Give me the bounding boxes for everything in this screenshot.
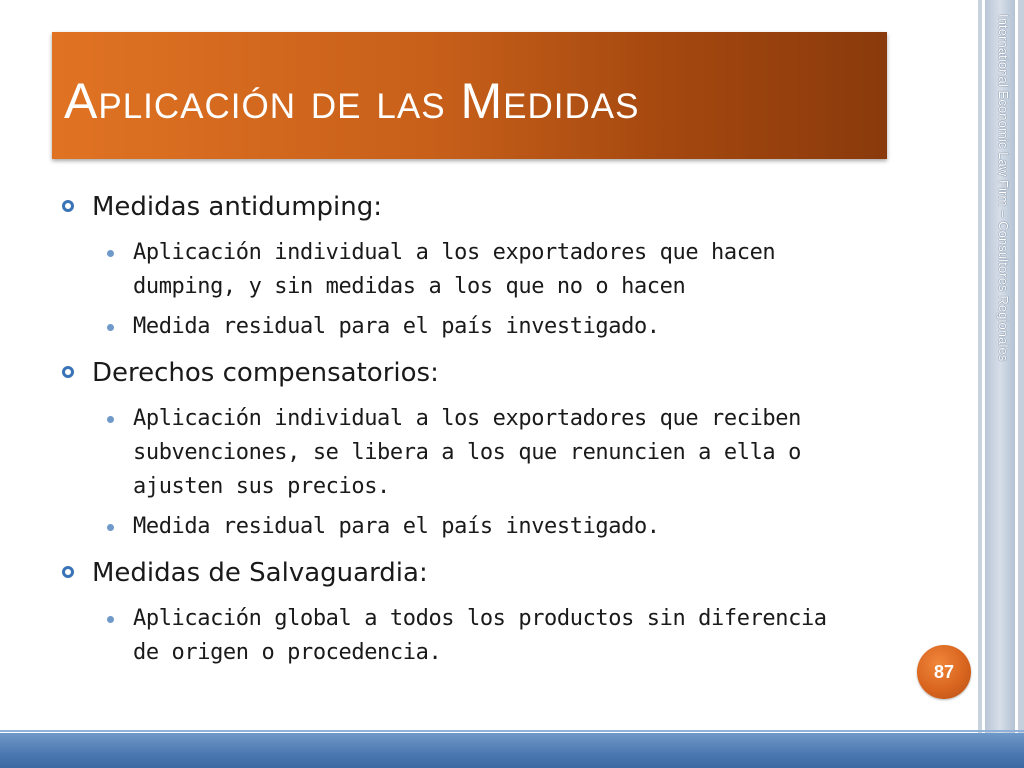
dot-bullet-icon — [107, 416, 114, 423]
ring-bullet-icon — [62, 366, 74, 378]
dot-bullet-icon — [107, 524, 114, 531]
bullet-text: Medida residual para el país investigado. — [133, 314, 660, 339]
footer-band — [0, 733, 1024, 768]
bullet-text: Medida residual para el país investigado. — [133, 514, 660, 539]
page-number-badge: 87 — [917, 645, 971, 699]
section-heading-text: Medidas antidumping: — [92, 192, 383, 222]
bullet-item — [62, 310, 862, 344]
bullet-item — [62, 402, 862, 504]
firm-name-vertical: International Economic Law Firm – Consultores Regionales — [996, 14, 1011, 362]
section-heading-text: Derechos compensatorios: — [92, 358, 439, 388]
footer-divider — [0, 730, 1024, 732]
ring-bullet-icon — [62, 566, 74, 578]
bullet-text: Aplicación global a todos los productos sin diferencia de origen o procedencia. — [133, 606, 827, 665]
section-heading — [62, 190, 862, 224]
bullet-item — [62, 602, 862, 670]
section-heading-text: Medidas de Salvaguardia: — [92, 558, 428, 588]
dot-bullet-icon — [107, 324, 114, 331]
bullet-text: Aplicación individual a los exportadores que hacen dumping, y sin medidas a los que no o hacen — [133, 240, 776, 299]
bullet-item — [62, 236, 862, 304]
slide-content — [62, 190, 862, 676]
slide-title: Aplicación de las Medidas — [64, 73, 640, 129]
section-heading — [62, 356, 862, 390]
dot-bullet-icon — [107, 250, 114, 257]
title-banner — [52, 32, 887, 159]
bullet-item — [62, 510, 862, 544]
bullet-text: Aplicación individual a los exportadores que reciben subvenciones, se libera a los que renuncien a ella o ajusten sus precios. — [133, 406, 801, 499]
ring-bullet-icon — [62, 200, 74, 212]
dot-bullet-icon — [107, 616, 114, 623]
section-heading — [62, 556, 862, 590]
